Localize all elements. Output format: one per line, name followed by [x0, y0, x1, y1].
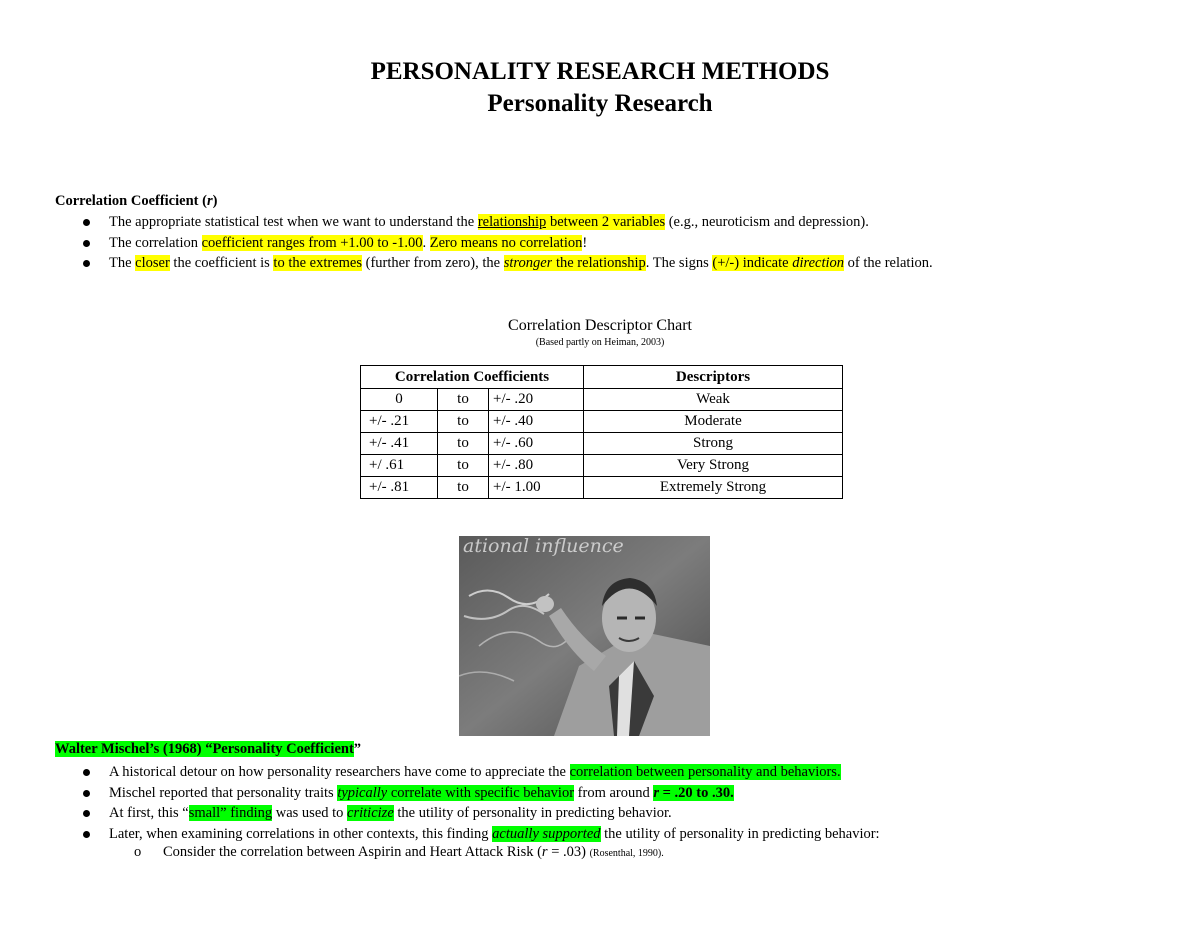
cell-from: +/- .41: [361, 433, 438, 455]
table-row: [361, 411, 843, 433]
column-header-descriptors: Descriptors: [584, 366, 843, 389]
table-row: [361, 433, 843, 455]
bullet-icon: [83, 260, 90, 267]
bullet-icon: [83, 219, 90, 226]
cell-to: to: [438, 433, 489, 455]
cell-to: to: [438, 411, 489, 433]
page-subtitle: Personality Research: [487, 90, 713, 117]
sub-bullet-marker: o: [134, 844, 142, 860]
cell-to: to: [438, 477, 489, 499]
cell-from: +/- .81: [361, 477, 438, 499]
cell-upper: +/- .60: [489, 433, 584, 455]
list-item: The correlation coefficient ranges from +1.00 to -1.00. Zero means no correlation!: [0, 233, 933, 254]
list-item: Mischel reported that personality traits typically correlate with specific behavior from around r = .20 to .30.: [0, 783, 880, 804]
bullet-icon: [83, 240, 90, 247]
mischel-heading: Walter Mischel’s (1968) “Personality Coefficient”: [55, 741, 362, 757]
cell-upper: +/- .20: [489, 389, 584, 411]
mischel-bullets: [0, 762, 880, 844]
cell-from: +/- .21: [361, 411, 438, 433]
chart-title: Correlation Descriptor Chart: [508, 317, 692, 334]
walter-mischel-photo: [459, 536, 710, 736]
cell-descriptor: Very Strong: [584, 455, 843, 477]
correlation-descriptor-table: [360, 365, 843, 499]
table-header-row: [361, 366, 843, 389]
list-item: Later, when examining correlations in other contexts, this finding actually supported the utility of personality in predicting behavior:: [0, 824, 880, 845]
chalkboard-text: ational influence: [463, 536, 624, 557]
table-row: [361, 477, 843, 499]
list-item: At first, this “small” finding was used to criticize the utility of personality in predicting behavior.: [0, 803, 880, 824]
correlation-heading: Correlation Coefficient (r): [55, 193, 218, 209]
column-header-coefficients: Correlation Coefficients: [361, 366, 584, 389]
table-row: [361, 455, 843, 477]
cell-upper: +/- .80: [489, 455, 584, 477]
page-title: PERSONALITY RESEARCH METHODS: [370, 58, 830, 85]
cell-from: 0: [361, 389, 438, 411]
correlation-bullets: [0, 212, 933, 274]
cell-from: +/ .61: [361, 455, 438, 477]
cell-upper: +/- .40: [489, 411, 584, 433]
list-item: The closer the coefficient is to the extremes (further from zero), the stronger the relationship. The signs (+/-) indicate direction of the relation.: [0, 253, 933, 274]
chart-subtitle: (Based partly on Heiman, 2003): [535, 337, 665, 348]
cell-descriptor: Weak: [584, 389, 843, 411]
cell-to: to: [438, 389, 489, 411]
bullet-icon: [83, 769, 90, 776]
cell-descriptor: Strong: [584, 433, 843, 455]
list-item: A historical detour on how personality researchers have come to appreciate the correlation between personality and behaviors.: [0, 762, 880, 783]
bullet-icon: [83, 831, 90, 838]
cell-upper: +/- 1.00: [489, 477, 584, 499]
bullet-icon: [83, 790, 90, 797]
table-row: [361, 389, 843, 411]
cell-descriptor: Extremely Strong: [584, 477, 843, 499]
cell-to: to: [438, 455, 489, 477]
cell-descriptor: Moderate: [584, 411, 843, 433]
list-item: The appropriate statistical test when we want to understand the relationship between 2 variables (e.g., neuroticism and depression).: [0, 212, 933, 233]
bullet-icon: [83, 810, 90, 817]
sub-bullet-text: Consider the correlation between Aspirin and Heart Attack Risk (r = .03) (Rosenthal, 1990).: [163, 844, 664, 860]
